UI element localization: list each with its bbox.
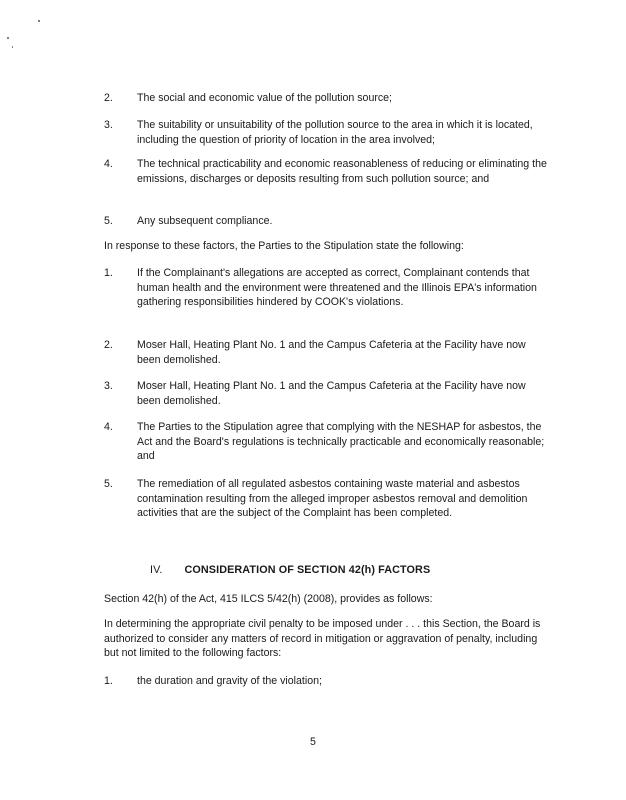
item-text: The Parties to the Stipulation agree that complying with the NESHAP for asbestos, the Act and the Board's regulations is technically practicable and economically reasonable; and xyxy=(137,421,545,462)
section-heading xyxy=(150,564,430,576)
item-number: 4. xyxy=(104,421,113,433)
item-number: 5. xyxy=(104,478,113,490)
response-item-4 xyxy=(104,420,549,464)
scan-speck xyxy=(38,20,40,22)
section-intro: Section 42(h) of the Act, 415 ILCS 5/42(h) (2008), provides as follows: xyxy=(104,593,433,605)
item-text: Moser Hall, Heating Plant No. 1 and the Campus Cafeteria at the Facility have now been demolished. xyxy=(137,380,526,407)
item-text: Any subsequent compliance. xyxy=(137,215,273,227)
factor-item-2 xyxy=(104,91,549,106)
item-number: 3. xyxy=(104,380,113,392)
quoted-statute: In determining the appropriate civil penalty to be imposed under . . . this Section, the Board is authorized to consider any matters of record in mitigation or aggravation of penalty, including but not limited to the following factors: xyxy=(104,618,541,659)
response-item-1 xyxy=(104,266,549,310)
item-number: 1. xyxy=(104,267,113,279)
factor-item-5 xyxy=(104,214,549,229)
factor-item-4 xyxy=(104,157,549,186)
item-text: If the Complainant's allegations are accepted as correct, Complainant contends that human health and the environment were threatened and the Illinois EPA's information gathering responsibilities hindered by COOK's violations. xyxy=(137,267,537,308)
scan-speck xyxy=(12,46,13,48)
item-number: 3. xyxy=(104,119,113,131)
factor-1-item xyxy=(104,674,549,689)
response-item-5 xyxy=(104,477,549,521)
factor-item-3 xyxy=(104,118,549,147)
item-text: The remediation of all regulated asbestos containing waste material and asbestos contamination resulting from the alleged improper asbestos removal and demolition activities that are the subject of the Complaint has been completed. xyxy=(137,478,528,519)
response-item-3 xyxy=(104,379,549,408)
response-intro: In response to these factors, the Parties to the Stipulation state the following: xyxy=(104,240,464,252)
item-text: The suitability or unsuitability of the pollution source to the area in which it is located, including the question of priority of location in the area involved; xyxy=(137,119,533,146)
item-text: the duration and gravity of the violation; xyxy=(137,675,322,687)
item-number: 5. xyxy=(104,215,113,227)
item-number: 2. xyxy=(104,92,113,104)
item-number: 1. xyxy=(104,675,113,687)
item-number: 4. xyxy=(104,158,113,170)
response-item-2 xyxy=(104,338,549,367)
section-title: CONSIDERATION OF SECTION 42(h) FACTORS xyxy=(184,564,431,576)
item-text: The social and economic value of the pollution source; xyxy=(137,92,392,104)
item-text: The technical practicability and economic reasonableness of reducing or eliminating the emissions, discharges or deposits resulting from such pollution source; and xyxy=(137,158,547,185)
section-roman-numeral: IV. xyxy=(150,564,163,576)
scan-speck xyxy=(7,37,9,39)
page-number: 5 xyxy=(310,736,316,748)
item-number: 2. xyxy=(104,339,113,351)
item-text: Moser Hall, Heating Plant No. 1 and the Campus Cafeteria at the Facility have now been demolished. xyxy=(137,339,526,366)
